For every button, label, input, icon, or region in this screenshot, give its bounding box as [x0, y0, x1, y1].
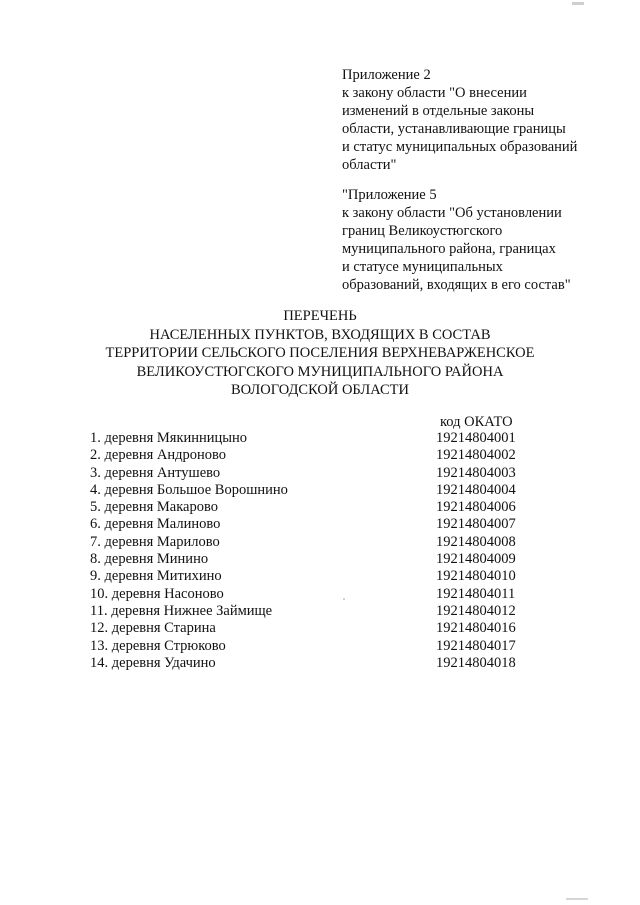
- item-name: деревня Стрюково: [111, 637, 226, 654]
- item-name: деревня Старина: [111, 620, 216, 637]
- item-name: деревня Удачино: [111, 654, 216, 671]
- scan-speck: [343, 598, 345, 600]
- item-okato-code: 19214804003: [436, 464, 516, 481]
- list-item: [90, 482, 540, 499]
- list-item: [90, 638, 540, 655]
- item-number: 10.: [90, 585, 109, 602]
- list-item: [90, 447, 540, 464]
- item-okato-code: 19214804007: [436, 516, 516, 533]
- item-okato-code: 19214804012: [436, 602, 516, 619]
- item-number: 3.: [90, 464, 101, 481]
- item-okato-code: 19214804008: [436, 533, 516, 550]
- okato-column-header: код ОКАТО: [440, 414, 513, 430]
- item-name: деревня Антушево: [104, 464, 221, 481]
- list-item: [90, 551, 540, 568]
- item-number: 1.: [90, 430, 101, 446]
- item-okato-code: 19214804016: [436, 620, 516, 637]
- item-name: деревня Нижнее Займище: [111, 602, 273, 619]
- title-line: НАСЕЛЕННЫХ ПУНКТОВ, ВХОДЯЩИХ В СОСТАВ: [149, 326, 491, 343]
- item-name: деревня Малиново: [104, 516, 221, 533]
- appendix-5-header: "Приложение 5 к закону области "Об установлении границ Великоустюгского муниципального района, границах и статусе муниципальных образований, входящих в его состав": [342, 187, 571, 293]
- item-number: 6.: [90, 516, 101, 533]
- item-name: деревня Насоново: [111, 585, 224, 602]
- item-okato-code: 19214804001: [436, 430, 516, 446]
- item-okato-code: 19214804006: [436, 499, 516, 516]
- item-name: деревня Макарово: [104, 499, 218, 516]
- item-name: деревня Митихино: [104, 568, 222, 585]
- list-item: [90, 534, 540, 551]
- item-okato-code: 19214804017: [436, 637, 516, 654]
- item-number: 2.: [90, 447, 101, 464]
- list-item: [90, 465, 540, 482]
- item-okato-code: 19214804004: [436, 481, 516, 498]
- settlement-list: [90, 430, 540, 672]
- list-item: [90, 586, 540, 603]
- scan-mark-bottom: [566, 898, 588, 900]
- item-number: 8.: [90, 551, 101, 568]
- list-item: [90, 620, 540, 637]
- title-line: ПЕРЕЧЕНЬ: [283, 308, 357, 324]
- item-number: 7.: [90, 533, 101, 550]
- item-number: 14.: [90, 654, 109, 671]
- item-number: 12.: [90, 620, 109, 637]
- item-number: 9.: [90, 568, 101, 585]
- list-item: [90, 499, 540, 516]
- list-item: [90, 655, 540, 672]
- item-name: деревня Марилово: [104, 533, 220, 550]
- scan-mark-top: [572, 2, 584, 5]
- item-number: 5.: [90, 499, 101, 516]
- item-okato-code: 19214804009: [436, 551, 516, 568]
- item-name: деревня Минино: [104, 551, 209, 568]
- title-line: ВОЛОГОДСКОЙ ОБЛАСТИ: [231, 382, 409, 398]
- item-number: 13.: [90, 637, 109, 654]
- item-name: деревня Мякинницыно: [104, 430, 248, 446]
- item-okato-code: 19214804002: [436, 447, 516, 464]
- list-item: [90, 603, 540, 620]
- list-item: [90, 430, 540, 447]
- item-okato-code: 19214804010: [436, 568, 516, 585]
- item-number: 4.: [90, 481, 101, 498]
- document-title: [0, 307, 640, 400]
- list-item: [90, 568, 540, 585]
- title-line: ВЕЛИКОУСТЮГСКОГО МУНИЦИПАЛЬНОГО РАЙОНА: [136, 363, 504, 380]
- title-line: ТЕРРИТОРИИ СЕЛЬСКОГО ПОСЕЛЕНИЯ ВЕРХНЕВАРЖЕНСКОЕ: [105, 345, 535, 361]
- appendix-2-header: Приложение 2 к закону области "О внесении изменений в отдельные законы области, устанавливающие границы и статус муниципальных образований области": [342, 67, 578, 173]
- item-name: деревня Большое Ворошнино: [104, 481, 288, 498]
- list-item: [90, 516, 540, 533]
- item-number: 11.: [90, 602, 108, 619]
- item-name: деревня Андроново: [104, 447, 227, 464]
- item-okato-code: 19214804018: [436, 654, 516, 671]
- item-okato-code: 19214804011: [436, 585, 516, 602]
